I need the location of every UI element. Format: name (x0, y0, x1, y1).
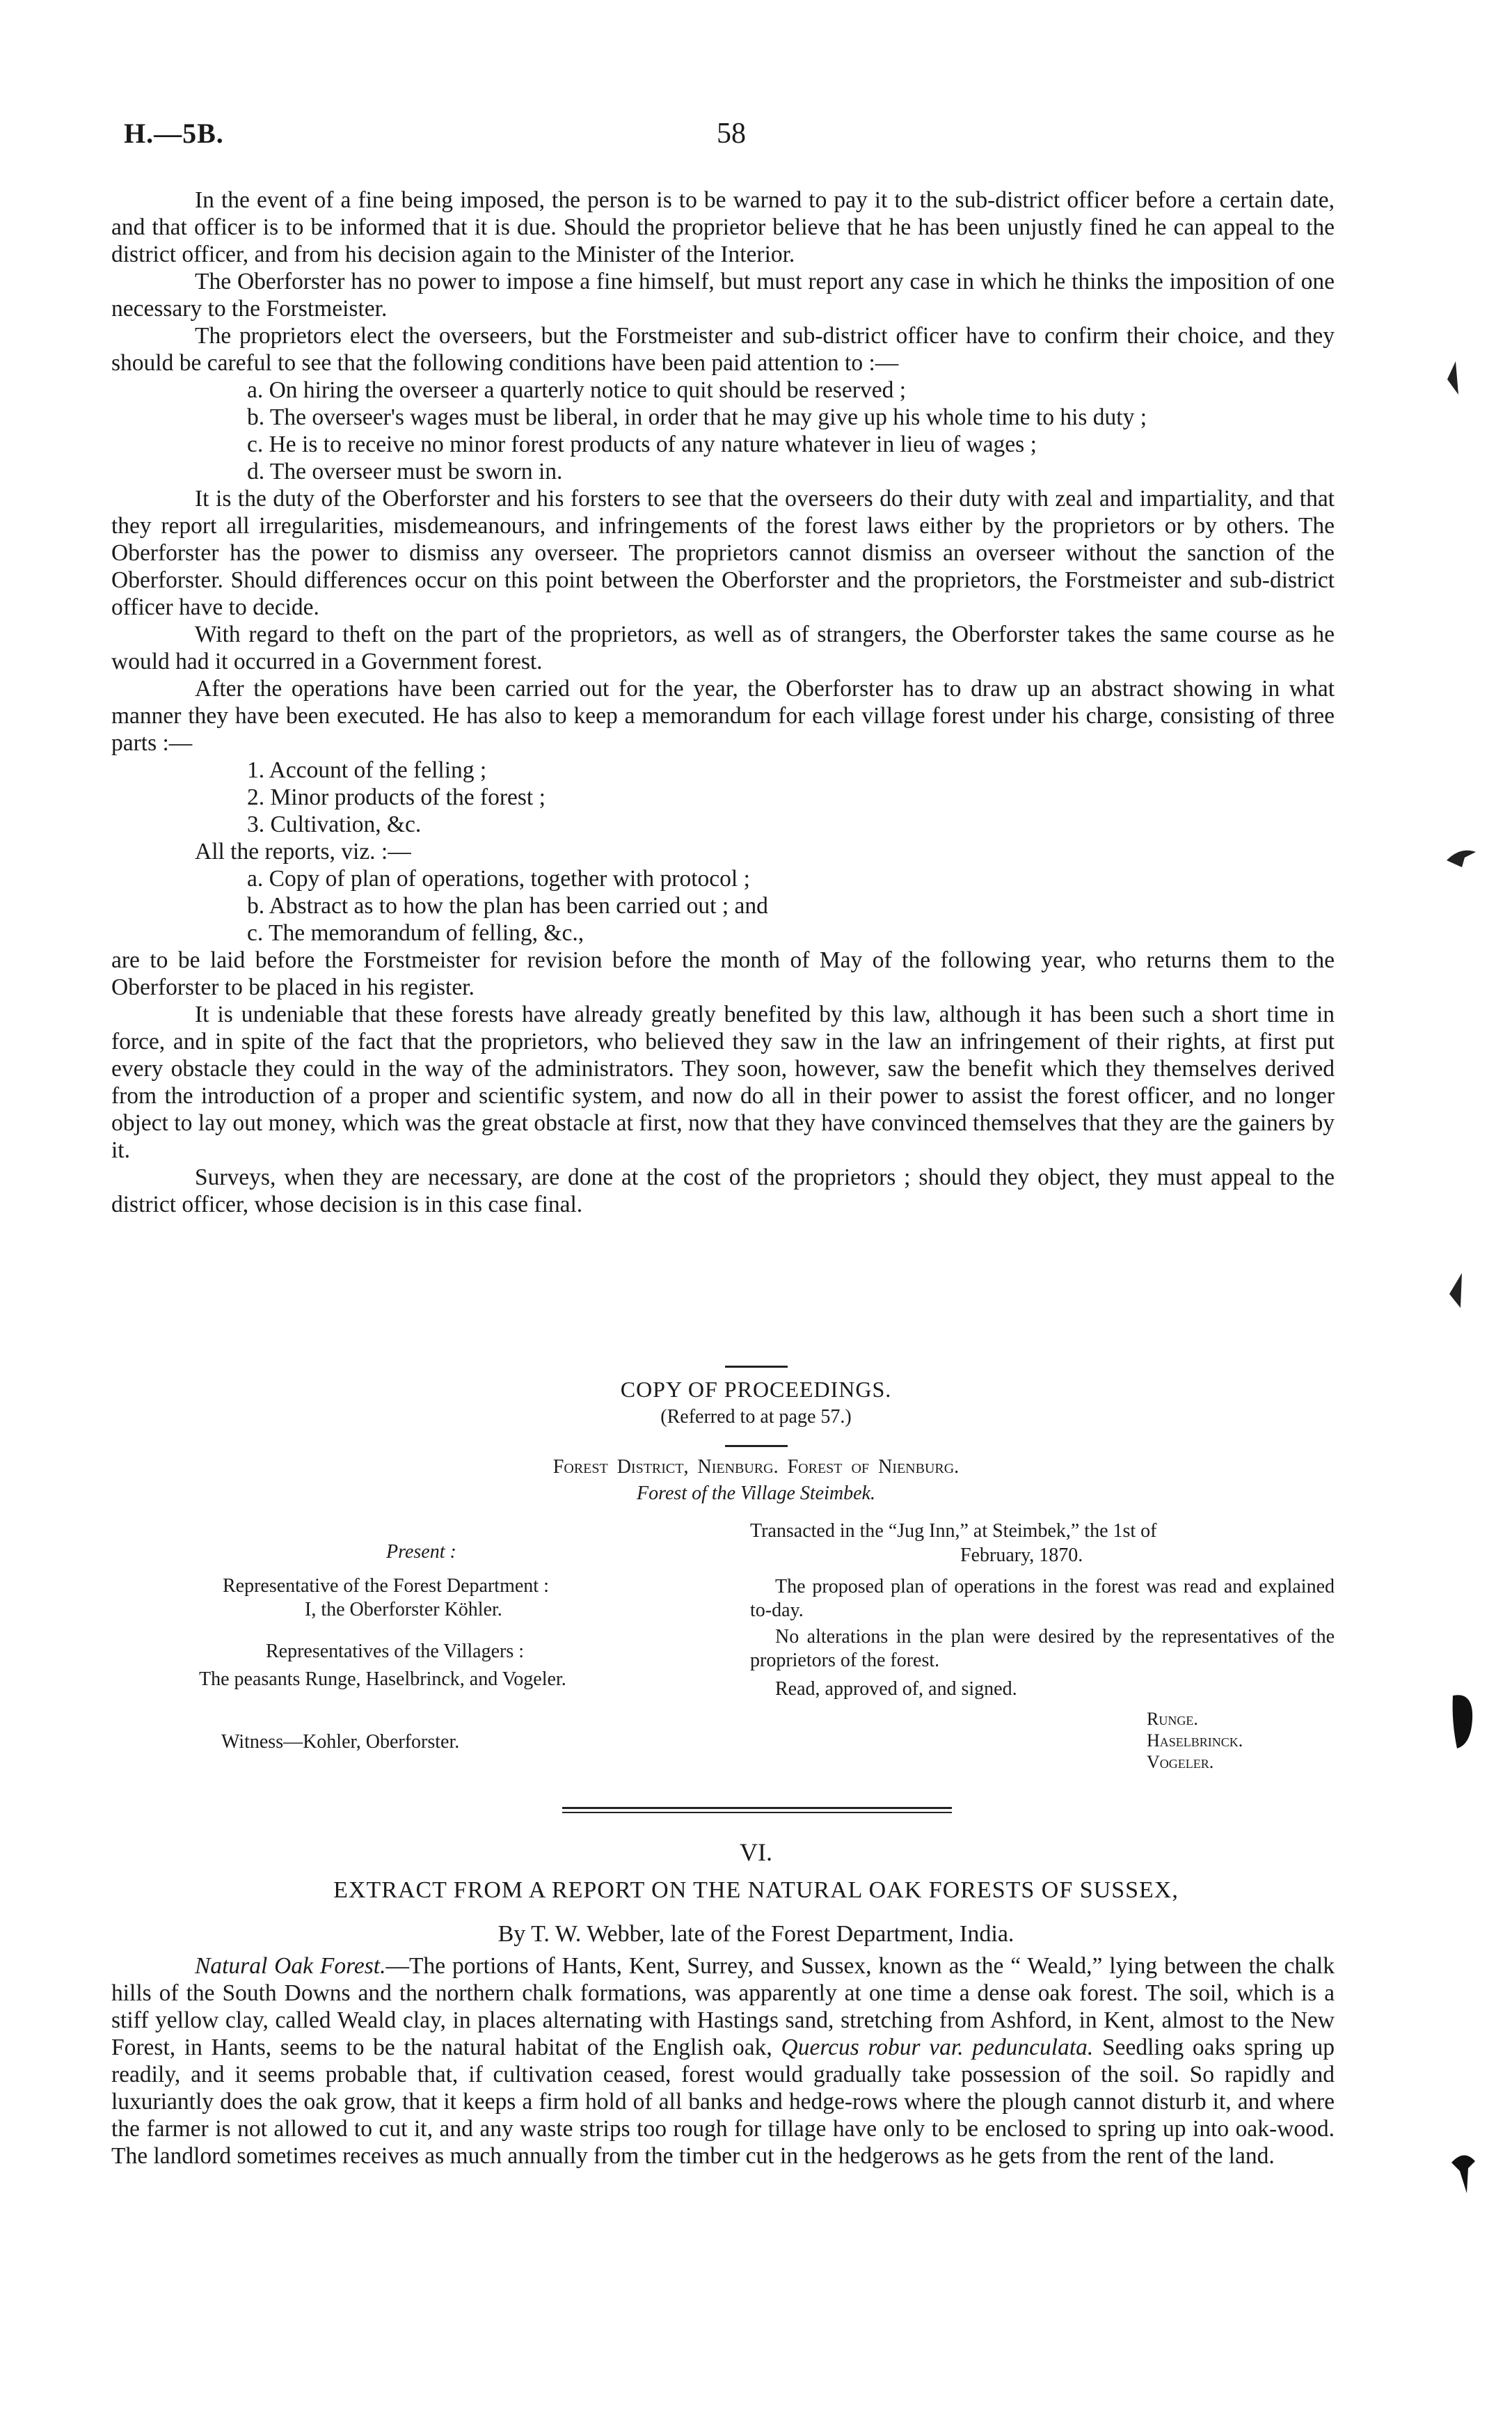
species-name: Quercus robur var. pedunculata. (781, 2035, 1094, 2060)
rep-forest: Representative of the Forest Department : (223, 1575, 549, 1597)
short-rule (725, 1445, 788, 1447)
list-item: a. Copy of plan of operations, together with protocol ; (247, 866, 750, 892)
list-item: 2. Minor products of the forest ; (247, 784, 546, 810)
list-item: c. He is to receive no minor forest products of any nature whatever in lieu of wages ; (247, 432, 1037, 457)
paragraph-overseers: The proprietors elect the overseers, but the Forstmeister and sub-district officer have to confirm their choice, and they should be careful to see that the following conditions have been paid attention to :— (111, 323, 1335, 376)
statement-signed: Read, approved of, and signed. (775, 1678, 1017, 1700)
margin-ink-mark (1444, 842, 1479, 870)
reports-list (247, 865, 1335, 947)
transacted-line-2: February, 1870. (960, 1545, 1083, 1566)
forest-line: Forest of the Village Steimbek. (637, 1483, 875, 1504)
peasants: The peasants Runge, Haselbrinck, and Vogeler. (199, 1668, 566, 1690)
margin-ink-mark (1447, 2147, 1479, 2196)
oak-forest-text (111, 1952, 1335, 2170)
section-rule (562, 1807, 952, 1809)
run-in-heading: Natural Oak Forest. (195, 1953, 386, 1979)
section-title: EXTRACT FROM A REPORT ON THE NATURAL OAK FORESTS OF SUSSEX, (333, 1877, 1179, 1903)
proceedings-title: COPY OF PROCEEDINGS. (620, 1377, 892, 1402)
list-item: d. The overseer must be sworn in. (247, 459, 563, 484)
paragraph-surveys: Surveys, when they are necessary, are done at the cost of the proprietors ; should they object, they must appeal to the district officer, whose decision is in this case final. (111, 1164, 1335, 1217)
paragraph-reports-intro: All the reports, viz. :— (195, 839, 411, 864)
paragraph-natural-oak (111, 1952, 1335, 2170)
margin-ink-mark (1444, 1270, 1472, 1312)
conditions-list (247, 377, 1335, 485)
statement-plan-read: The proposed plan of operations in the forest was read and explained to-day. (750, 1576, 1335, 1621)
margin-ink-mark (1440, 358, 1468, 400)
section-numeral: VI. (740, 1838, 772, 1866)
list-item: c. The memorandum of felling, &c., (247, 920, 584, 946)
short-rule (725, 1366, 788, 1368)
list-item: 1. Account of the felling ; (247, 757, 487, 783)
margin-ink-mark (1447, 1691, 1479, 1751)
transacted-line-1: Transacted in the “Jug Inn,” at Steimbek,” the 1st of (750, 1520, 1157, 1542)
series-header: H.—5B. (124, 118, 224, 149)
signatory: Runge. (1147, 1709, 1198, 1729)
signatories (1147, 1708, 1243, 1773)
parts-list (247, 757, 1335, 838)
section-author: By T. W. Webber, late of the Forest Department, India. (498, 1921, 1014, 1947)
proceedings-subtitle: (Referred to at page 57.) (660, 1406, 852, 1428)
main-text (111, 187, 1335, 1218)
rep-villagers: Representatives of the Villagers : (266, 1641, 525, 1662)
paragraph-reports-laid: are to be laid before the Forstmeister for revision before the month of May of the following year, who returns them to the Oberforster to be placed in his register. (111, 947, 1335, 1000)
district-line: Forest District, Nienburg. Forest of Nienburg. (552, 1456, 960, 1478)
signatory: Vogeler. (1147, 1752, 1214, 1772)
text-part: —The portions of Hants, Kent, Surrey, and Sussex, known as the “ Weald,” lying between the chalk hills of the South Downs and the northern chalk formations, was apparently at one time a dense oak forest. The soil, which is a stiff yellow clay, called Weald clay, in places alternating with Hastings sand, stretching from Ashford, in Kent, almost to the New Forest, in Hants, seems to be the natural habitat of the English oak, (111, 1953, 1335, 2060)
list-item: a. On hiring the overseer a quarterly notice to quit should be reserved ; (247, 377, 906, 403)
page-number: 58 (717, 118, 746, 150)
list-item: 3. Cultivation, &c. (247, 812, 422, 837)
oberforster-name: I, the Oberforster Köhler. (305, 1599, 502, 1620)
list-item: b. The overseer's wages must be liberal, in order that he may give up his whole time to his duty ; (247, 404, 1147, 430)
paragraph-duty: It is the duty of the Oberforster and his forsters to see that the overseers do their duty with zeal and impartiality, and that they report all irregularities, misdemeanours, and infringements of the forest laws either by the proprietors or by others. The Oberforster has the power to dismiss any overseer. The proprietors cannot dismiss an overseer without the sanction of the Oberforster. Should differences occur on this point between the Oberforster and the proprietors, the Forstmeister and sub-district officer have to decide. (111, 486, 1335, 620)
signatory: Haselbrinck. (1147, 1730, 1243, 1751)
paragraph-theft: With regard to theft on the part of the proprietors, as well as of strangers, the Oberforster takes the same course as he would had it occurred in a Government forest. (111, 622, 1335, 674)
text-part: Seedling oaks spring up readily, and it seems probable that, if cultivation ceased, forest would gradually take possession of the soil. So rapidly and luxuriantly does the oak grow, that it keeps a firm hold of all banks and hedge-rows where the plough cannot disturb it, and where the farmer is not allowed to cut it, and any waste strips too rough for tillage have only to be enclosed to spring up into oak-wood. The landlord sometimes receives as much annually from the timber cut in the hedgerows as he gets from the rent of the land. (111, 2035, 1335, 2169)
present-label: Present : (386, 1541, 456, 1563)
section-rule (562, 1812, 952, 1813)
paragraph-oberforster-fine: The Oberforster has no power to impose a fine himself, but must report any case in which he thinks the imposition of one necessary to the Forstmeister. (111, 269, 1335, 322)
statement-no-alterations: No alterations in the plan were desired by the representatives of the proprietors of the forest. (750, 1626, 1335, 1671)
paragraph-fine: In the event of a fine being imposed, the person is to be warned to pay it to the sub-district officer before a certain date, and that officer is to be informed that it is due. Should the proprietor believe that he has been unjustly fined he can appeal to the district officer, and from his decision again to the Minister of the Interior. (111, 187, 1335, 267)
list-item: b. Abstract as to how the plan has been carried out ; and (247, 893, 768, 919)
witness: Witness—Kohler, Oberforster. (221, 1731, 460, 1753)
paragraph-benefit: It is undeniable that these forests have already greatly benefited by this law, although it has been such a short time in force, and in spite of the fact that the proprietors, who believed they saw in the law an infringement of their rights, at first put every obstacle they could in the way of the administrators. They soon, however, saw the benefit which they themselves derived from the introduction of a proper and scientific system, and now do all in their power to assist the forest officer, and no longer object to lay out money, which was the great obstacle at first, now that they have convinced themselves that they are the gainers by it. (111, 1002, 1335, 1163)
paragraph-abstract: After the operations have been carried out for the year, the Oberforster has to draw up an abstract showing in what manner they have been executed. He has also to keep a memorandum for each village forest under his charge, consisting of three parts :— (111, 676, 1335, 756)
